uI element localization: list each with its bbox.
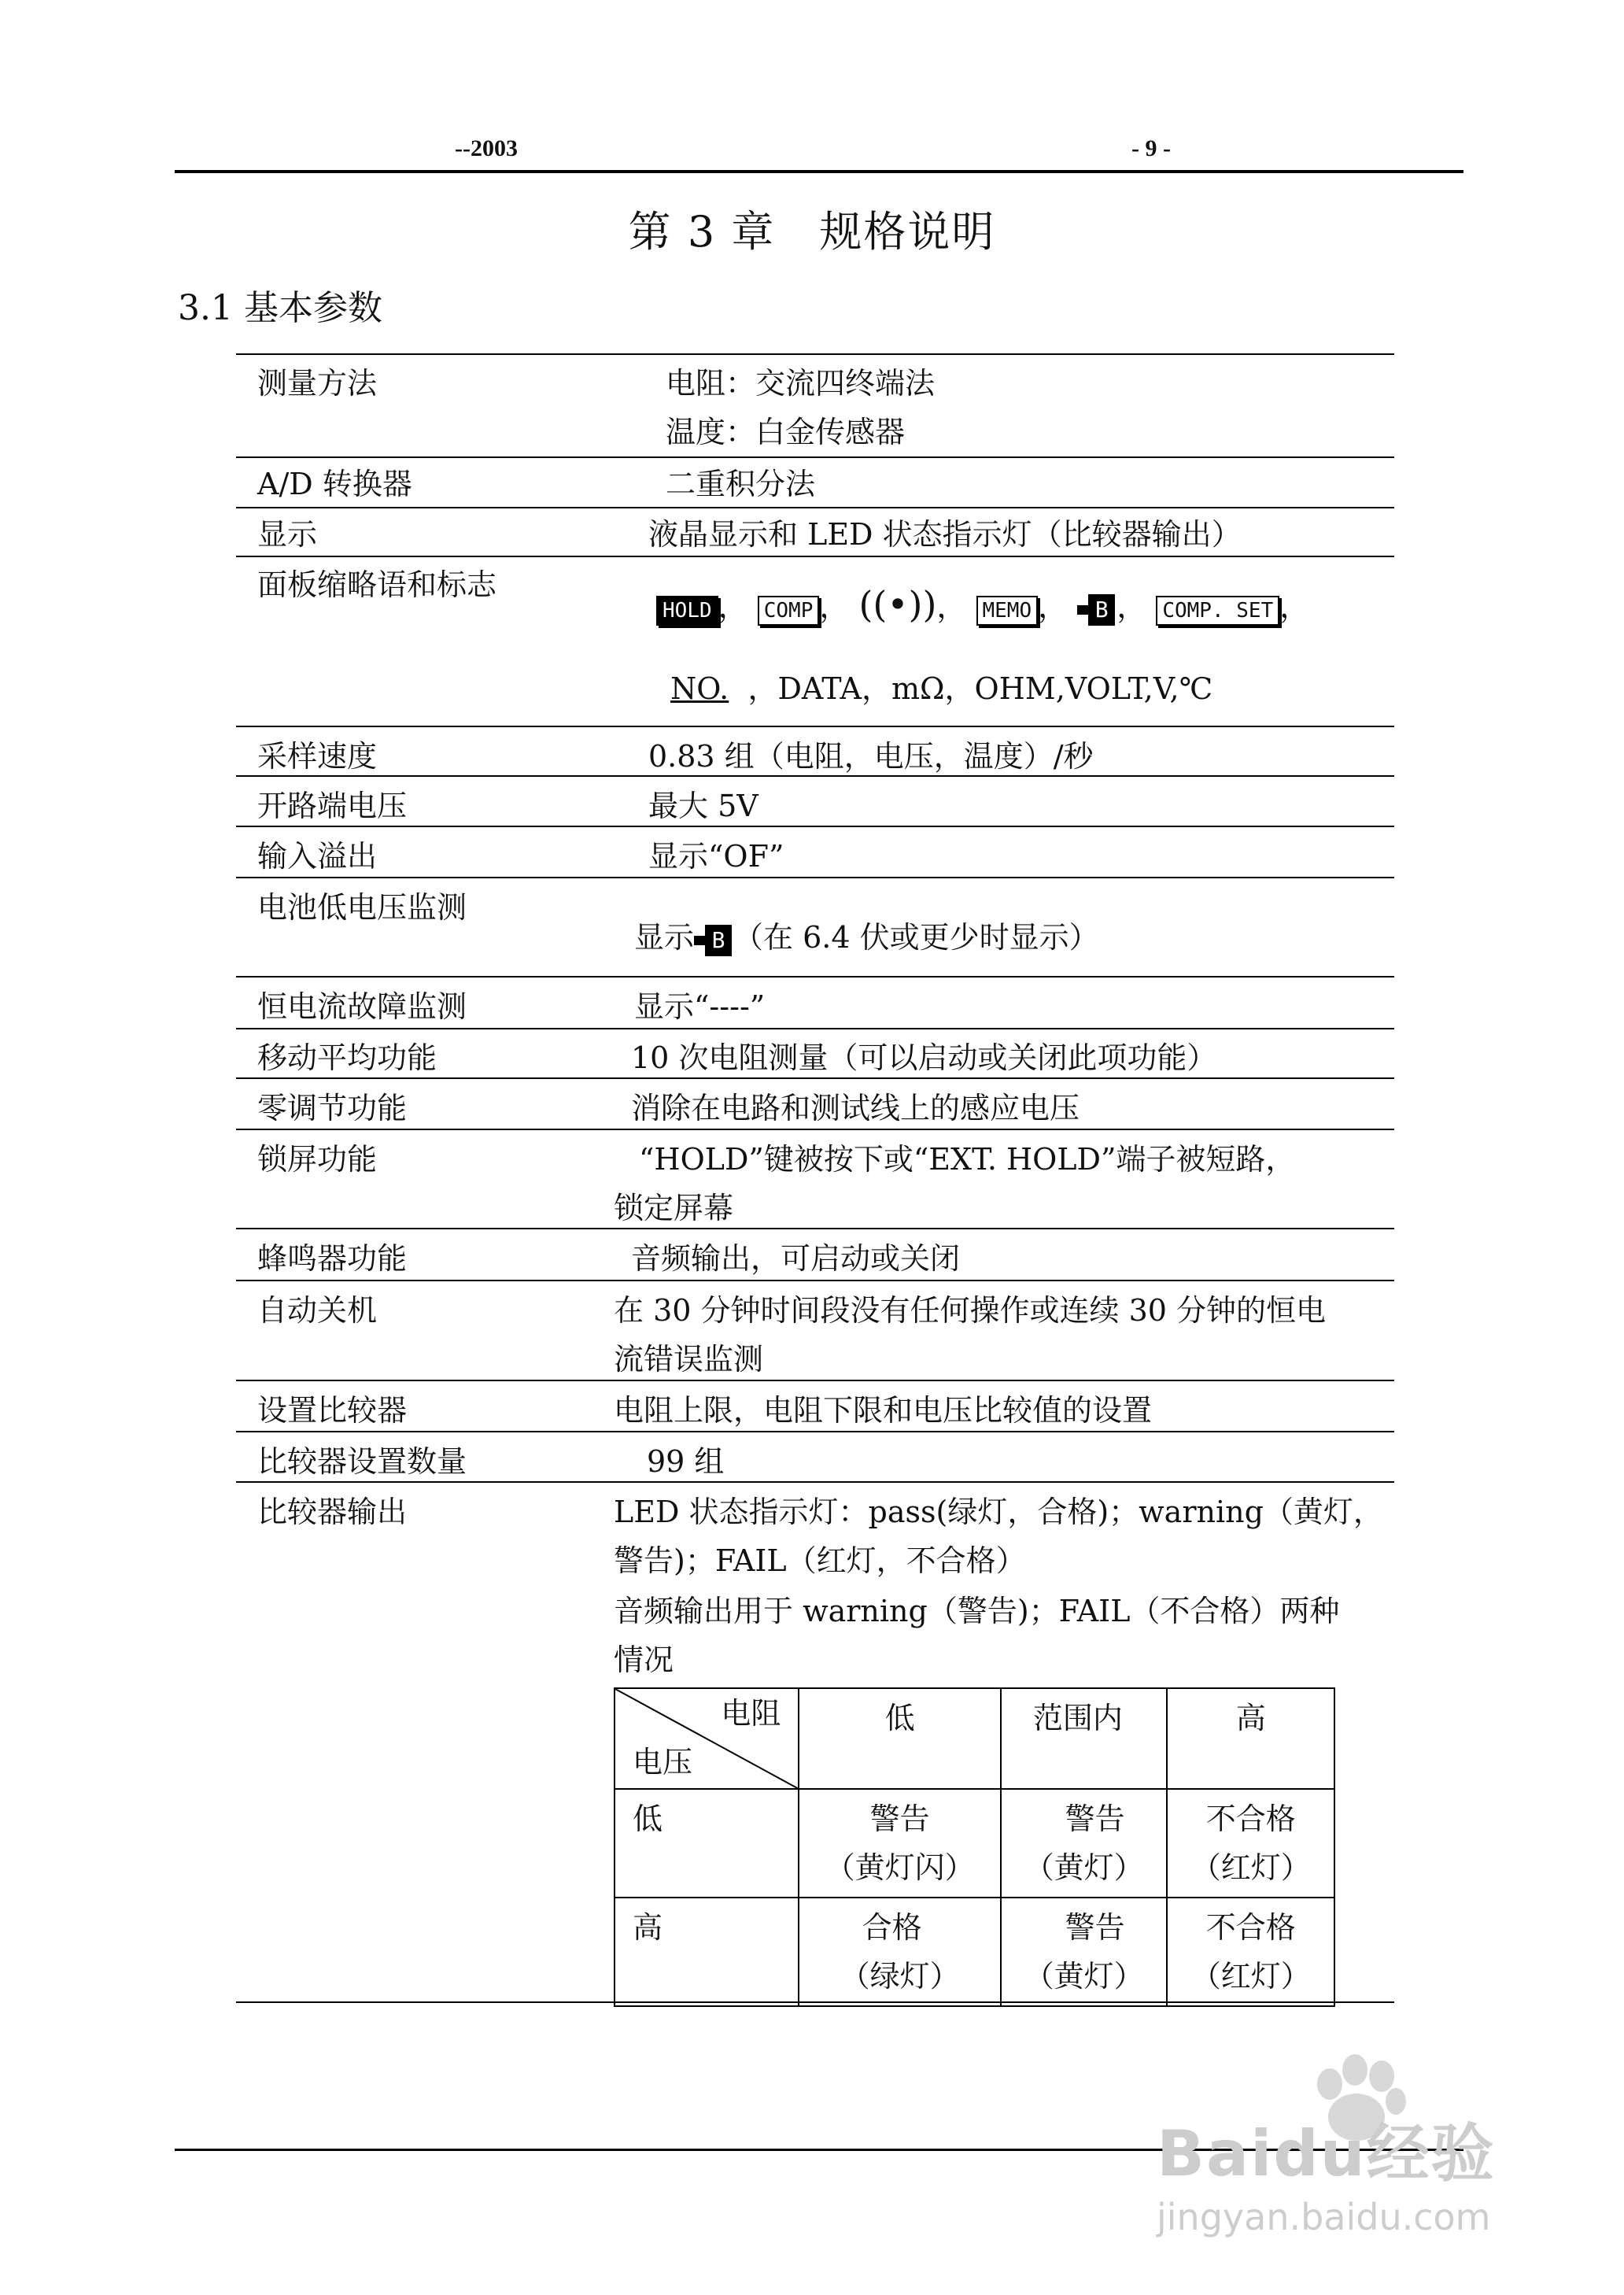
row-divider bbox=[236, 507, 1394, 508]
value-lock-line1: “HOLD”键被按下或“EXT. HOLD”端子被短路， bbox=[639, 1142, 1296, 1177]
label-comparator-output: 比较器输出 bbox=[257, 1495, 408, 1529]
value-comparator-output-line4: 情况 bbox=[614, 1643, 674, 1677]
grid-cell: 警告 （黄灯） bbox=[1001, 1898, 1168, 2006]
value-measure-temperature: 温度：白金传感器 bbox=[666, 415, 906, 449]
grid-cell: 警告 （黄灯闪） bbox=[799, 1789, 1000, 1898]
label-panel-symbols: 面板缩略语和标志 bbox=[257, 567, 497, 602]
corner-cell bbox=[615, 1688, 799, 1789]
row-divider bbox=[236, 1077, 1394, 1079]
label-overflow: 输入溢出 bbox=[257, 839, 378, 874]
row-divider bbox=[236, 1028, 1394, 1029]
signal-symbol: ((•)) bbox=[858, 583, 937, 626]
row-divider bbox=[236, 456, 1394, 458]
value-lock-line2: 锁定屏幕 bbox=[614, 1191, 734, 1225]
grid-cell: 不合格 （红灯） bbox=[1167, 1898, 1334, 2006]
hold-symbol: HOLD bbox=[656, 596, 718, 626]
comp-set-symbol: COMP. SET bbox=[1156, 596, 1279, 626]
value-open-voltage: 最大 5V bbox=[648, 789, 758, 823]
label-lock: 锁屏功能 bbox=[257, 1142, 378, 1177]
memo-symbol: MEMO bbox=[976, 596, 1039, 626]
header-rule bbox=[175, 170, 1463, 173]
label-auto-off: 自动关机 bbox=[257, 1293, 378, 1328]
chapter-title: 第 3 章 规格说明 bbox=[628, 207, 996, 257]
comparator-result-table bbox=[614, 1687, 1335, 2007]
label-sampling: 采样速度 bbox=[257, 739, 378, 774]
row-divider bbox=[236, 726, 1394, 727]
row-divider bbox=[236, 1380, 1394, 1381]
col-header-in-range: 范围内 bbox=[1001, 1688, 1168, 1789]
battery-suffix: （在 6.4 伏或更少时显示） bbox=[733, 920, 1099, 955]
value-comparator-set: 电阻上限，电阻下限和电压比较值的设置 bbox=[614, 1393, 1153, 1428]
row-divider bbox=[236, 1228, 1394, 1229]
battery-icon: B bbox=[1077, 594, 1116, 626]
value-display: 液晶显示和 LED 状态指示灯（比较器输出） bbox=[648, 517, 1242, 552]
battery-prefix: 显示 bbox=[634, 920, 695, 955]
grid-cell: 警告 （黄灯） bbox=[1001, 1789, 1168, 1898]
row-divider bbox=[236, 1129, 1394, 1130]
value-auto-off-line1: 在 30 分钟时间段没有任何操作或连续 30 分钟的恒电 bbox=[614, 1293, 1327, 1328]
label-buzzer: 蜂鸣器功能 bbox=[257, 1241, 408, 1276]
col-header-low: 低 bbox=[799, 1688, 1000, 1789]
row-header-high: 高 bbox=[615, 1898, 799, 2006]
row-divider bbox=[236, 976, 1394, 978]
battery-icon: B bbox=[694, 925, 733, 956]
watermark-brand: Baidu经验 bbox=[1157, 2117, 1496, 2190]
value-auto-off-line2: 流错误监测 bbox=[614, 1342, 764, 1377]
label-open-voltage: 开路端电压 bbox=[257, 789, 408, 823]
corner-resistance: 电阻 bbox=[721, 1696, 781, 1731]
row-divider bbox=[236, 1280, 1394, 1281]
value-buzzer: 音频输出，可启动或关闭 bbox=[631, 1241, 961, 1276]
label-ad-converter: A/D 转换器 bbox=[257, 467, 412, 501]
value-sampling: 0.83 组（电阻，电压，温度）/秒 bbox=[648, 739, 1094, 774]
comp-symbol: COMP bbox=[758, 596, 820, 626]
page-number: - 9 - bbox=[1131, 135, 1171, 161]
label-moving-average: 移动平均功能 bbox=[257, 1040, 437, 1075]
row-divider bbox=[236, 1431, 1394, 1432]
value-battery-monitor bbox=[634, 913, 1099, 956]
value-comparator-output-line1: LED 状态指示灯：pass(绿灯，合格)；warning（黄灯， bbox=[614, 1495, 1383, 1529]
value-zero-adjust: 消除在电路和测试线上的感应电压 bbox=[631, 1091, 1080, 1125]
section-title: 3.1 基本参数 bbox=[178, 288, 382, 328]
row-divider bbox=[236, 556, 1394, 557]
no-symbol: NO. bbox=[670, 671, 729, 706]
panel-symbols-line2 bbox=[670, 664, 1212, 708]
value-measure-resistance: 电阻：交流四终端法 bbox=[666, 366, 936, 401]
label-comparator-set: 设置比较器 bbox=[257, 1393, 408, 1428]
label-display: 显示 bbox=[257, 517, 318, 552]
label-measure-method: 测量方法 bbox=[257, 366, 378, 401]
row-divider bbox=[236, 1481, 1394, 1483]
corner-voltage: 电压 bbox=[633, 1745, 693, 1779]
panel-symbols-text: ，DATA，mΩ，OHM,VOLT,V,℃ bbox=[747, 671, 1213, 706]
grid-cell: 不合格 （红灯） bbox=[1167, 1789, 1334, 1898]
watermark-url: jingyan.baidu.com bbox=[1157, 2196, 1491, 2238]
label-current-fault: 恒电流故障监测 bbox=[257, 989, 467, 1024]
row-divider bbox=[236, 826, 1394, 827]
label-comparator-count: 比较器设置数量 bbox=[257, 1444, 467, 1479]
label-zero-adjust: 零调节功能 bbox=[257, 1091, 408, 1125]
value-comparator-count: 99 组 bbox=[647, 1444, 725, 1479]
grid-cell: 合格 （绿灯） bbox=[799, 1898, 1000, 2006]
value-moving-average: 10 次电阻测量（可以启动或关闭此项功能） bbox=[631, 1040, 1217, 1075]
header-left: --2003 bbox=[455, 135, 518, 161]
value-current-fault: 显示“----” bbox=[634, 989, 766, 1024]
value-comparator-output-line3: 音频输出用于 warning（警告)；FAIL（不合格）两种 bbox=[614, 1594, 1340, 1628]
row-divider bbox=[236, 353, 1394, 355]
value-ad-converter: 二重积分法 bbox=[666, 467, 816, 501]
value-overflow: 显示“OF” bbox=[648, 839, 784, 874]
row-divider bbox=[236, 877, 1394, 878]
row-divider bbox=[236, 775, 1394, 777]
panel-symbols-line: HOLD ， COMP ， ((•))， MEMO ， B ， COMP. SET ， bbox=[656, 582, 1309, 626]
value-comparator-output-line2: 警告)；FAIL（红灯，不合格） bbox=[614, 1543, 1026, 1578]
col-header-high: 高 bbox=[1167, 1688, 1334, 1789]
label-battery-monitor: 电池低电压监测 bbox=[257, 890, 467, 925]
row-header-low: 低 bbox=[615, 1789, 799, 1898]
